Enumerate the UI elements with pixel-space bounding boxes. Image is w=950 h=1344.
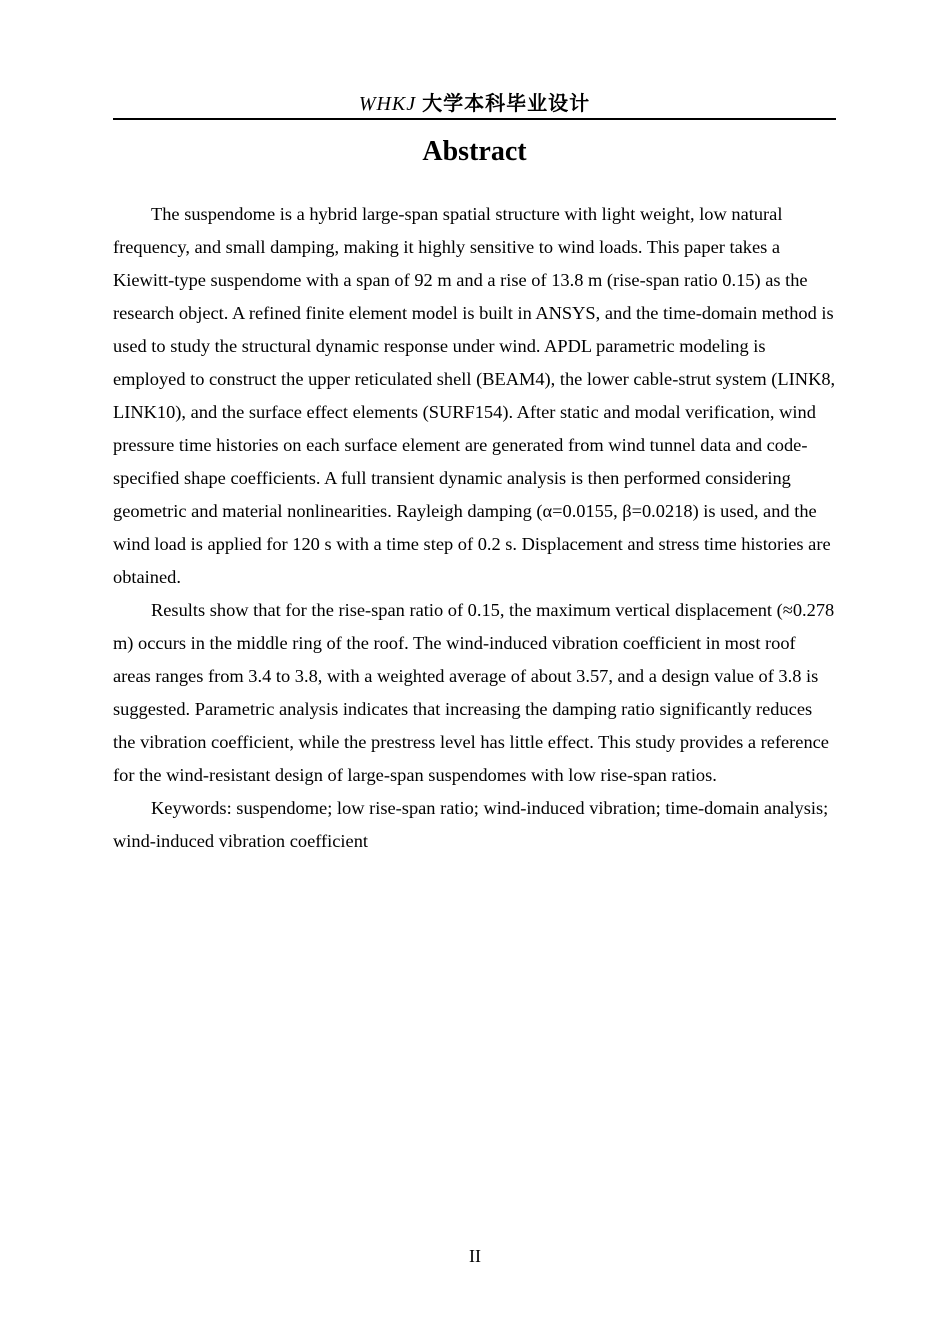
header-school-cjk: 大学本科毕业设计	[422, 91, 591, 115]
header-school-latin: WHKJ	[358, 93, 417, 115]
running-header	[113, 89, 836, 118]
abstract-body	[113, 198, 838, 858]
keywords-paragraph: Keywords: suspendome; low rise-span ratio; wind-induced vibration; time-domain analysis; wind-induced vibration coefficient	[113, 798, 829, 851]
abstract-paragraph-1: The suspendome is a hybrid large-span spatial structure with light weight, low natural frequency, and small damping, making it highly sensitive to wind loads. This paper takes a Kiewitt-type suspendome with a span of 92 m and a rise of 13.8 m (rise-span ratio 0.15) as the research object. A refined finite element model is built in ANSYS, and the time-domain method is used to study the structural dynamic response under wind. APDL parametric modeling is employed to construct the upper reticulated shell (BEAM4), the lower cable-strut system (LINK8, LINK10), and the surface effect elements (SURF154). After static and modal verification, wind pressure time histories on each surface element are generated from wind tunnel data and code-specified shape coefficients. A full transient dynamic analysis is then performed considering geometric and material nonlinearities. Rayleigh damping (α=0.0155, β=0.0218) is used, and the wind load is applied for 120 s with a time step of 0.2 s. Displacement and stress time histories are obtained.	[113, 204, 836, 587]
page-number: II	[469, 1246, 481, 1266]
abstract-paragraph-2: Results show that for the rise-span ratio of 0.15, the maximum vertical displacement (≈0.278 m) occurs in the middle ring of the roof. The wind-induced vibration coefficient in most roof areas ranges from 3.4 to 3.8, with a weighted average of about 3.57, and a design value of 3.8 is suggested. Parametric analysis indicates that increasing the damping ratio significantly reduces the vibration coefficient, while the prestress level has little effect. This study provides a reference for the wind-resistant design of large-span suspendomes with low rise-span ratios.	[113, 600, 835, 785]
header-rule	[113, 118, 836, 120]
abstract-title: Abstract	[422, 136, 527, 167]
